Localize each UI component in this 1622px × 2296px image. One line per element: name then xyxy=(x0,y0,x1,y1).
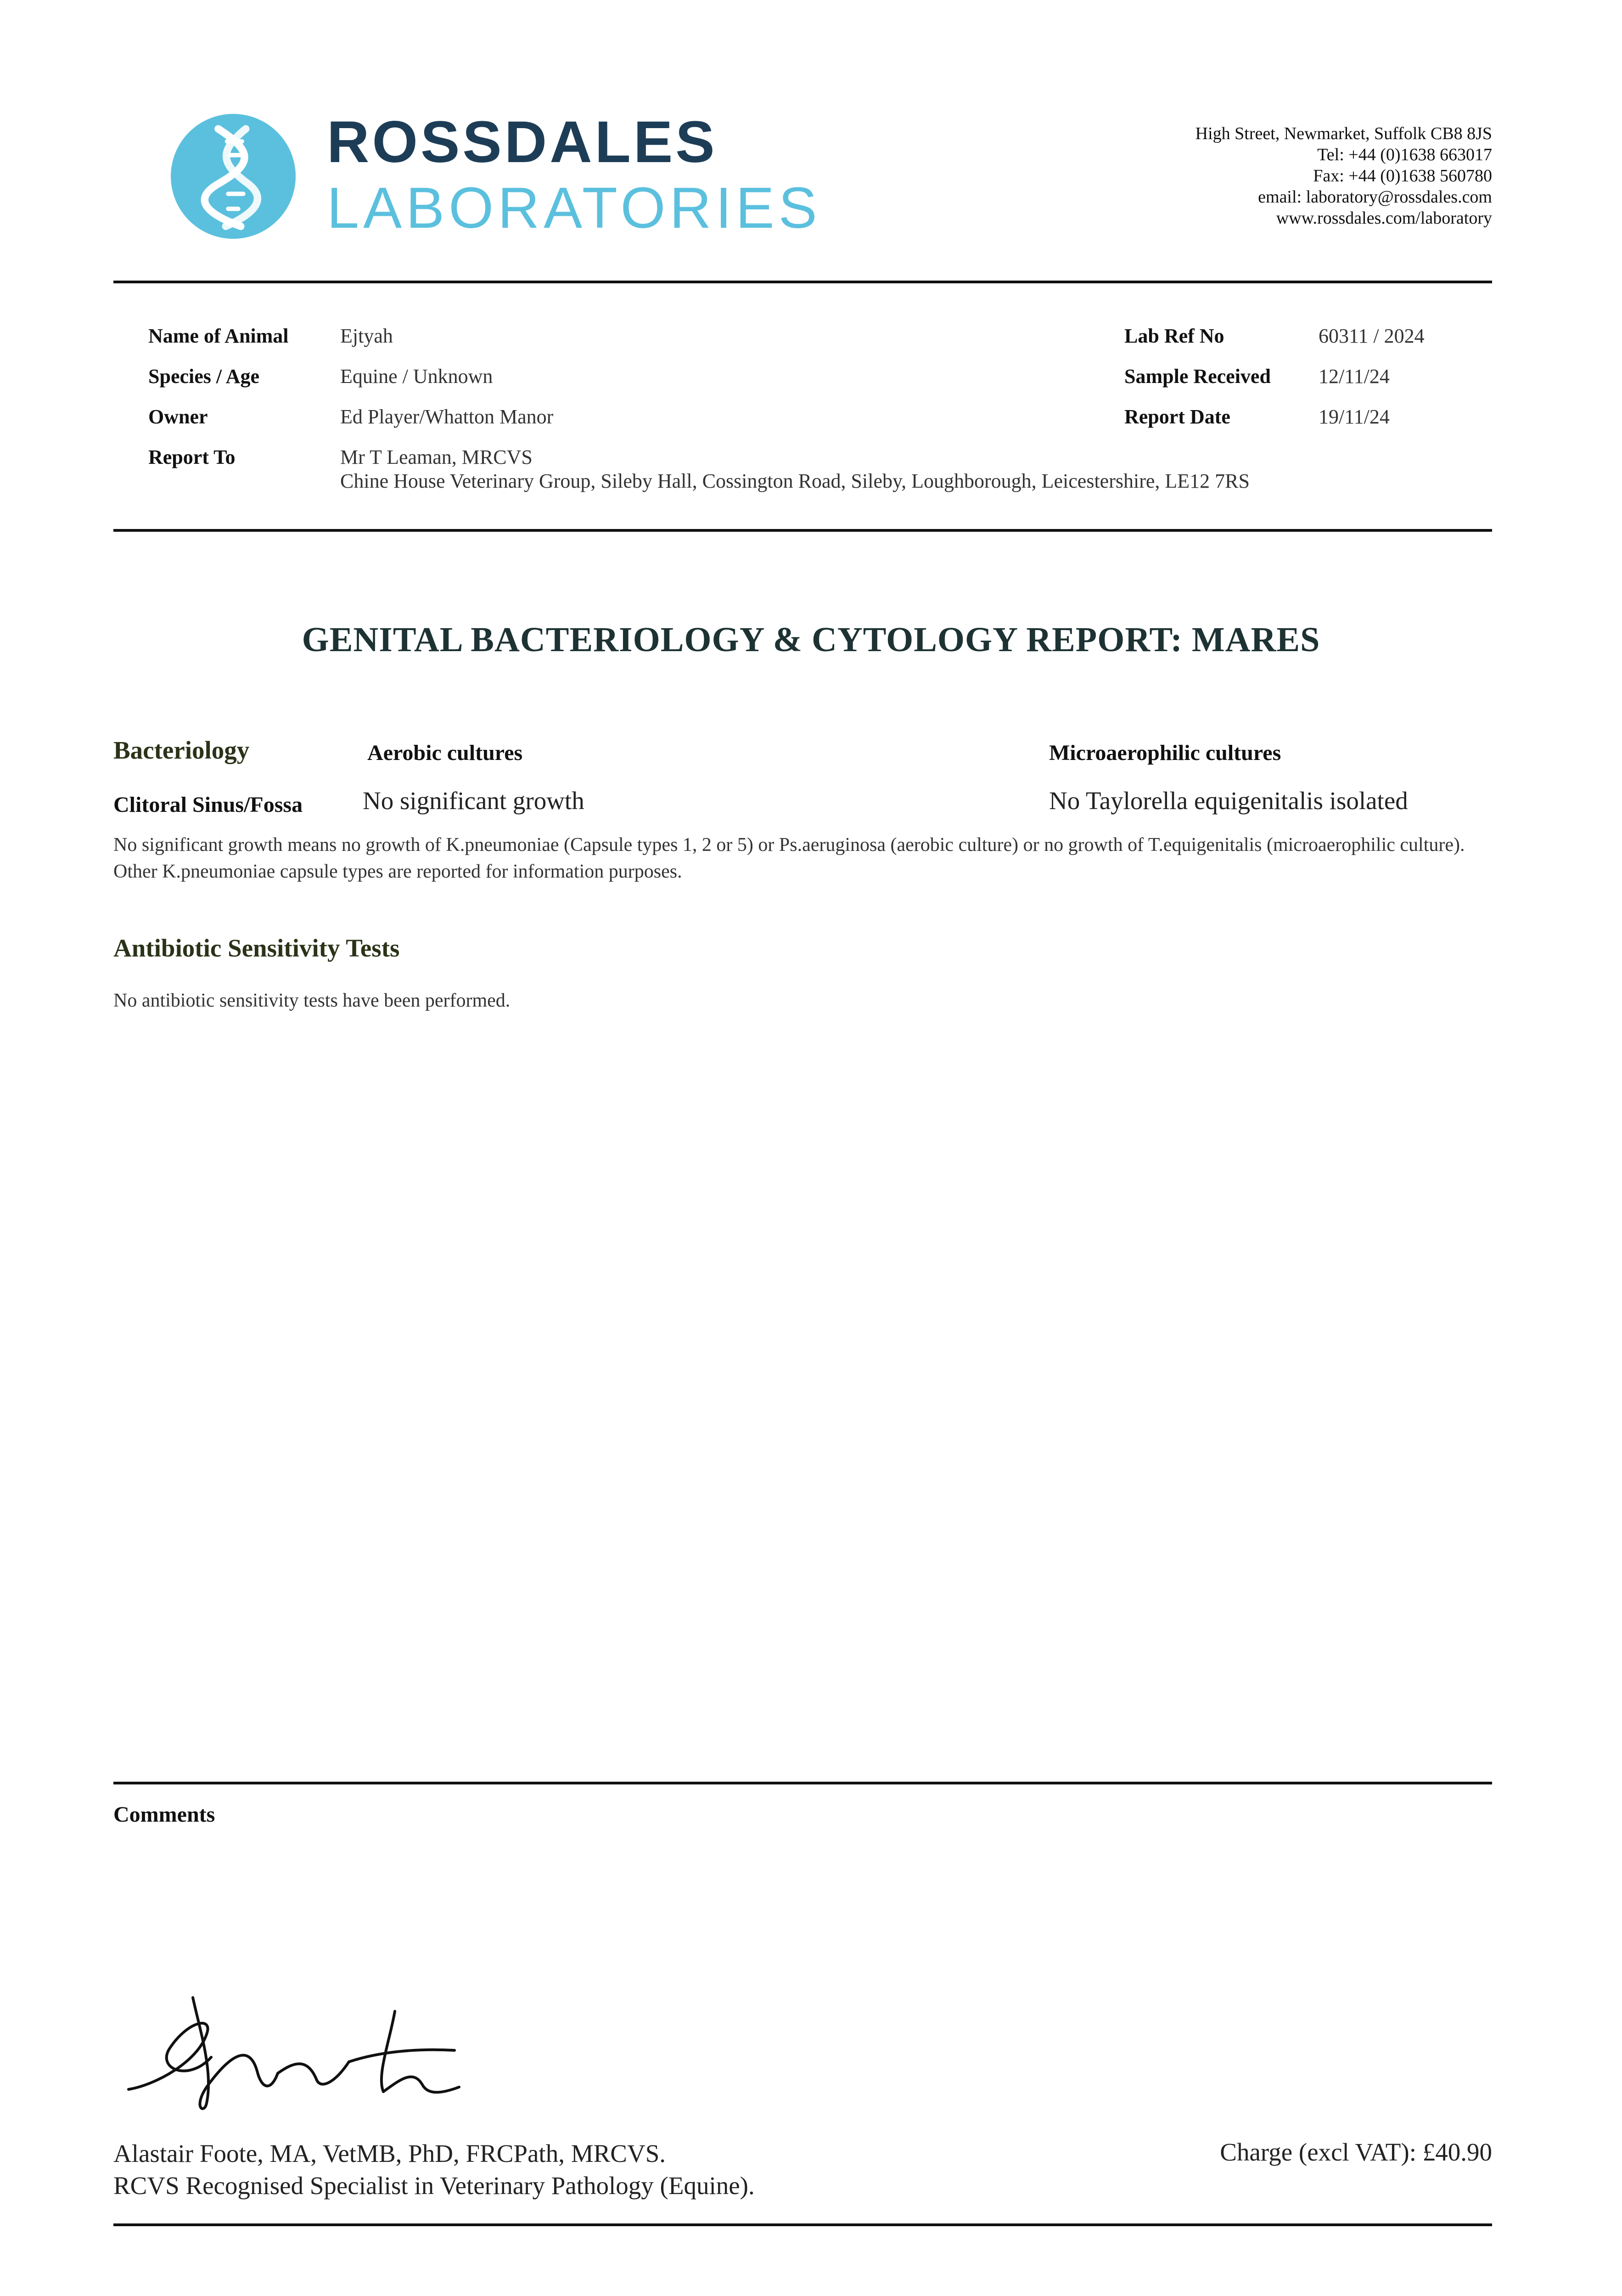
charge-amount: Charge (excl VAT): £40.90 xyxy=(1220,2138,1492,2166)
bacteriology-heading: Bacteriology xyxy=(113,736,250,764)
report-to-address: Chine House Veterinary Group, Sileby Hall, Cossington Road, Sileby, Loughborough, Leicestershire, LE12 7RS xyxy=(340,470,1250,492)
microaerophilic-result: No Taylorella equigenitalis isolated xyxy=(1049,787,1408,815)
lab-ref-value: 60311 / 2024 xyxy=(1319,325,1425,347)
contact-fax: Fax: +44 (0)1638 560780 xyxy=(1313,166,1492,186)
divider xyxy=(113,281,1492,283)
sample-received-label: Sample Received xyxy=(1124,365,1271,388)
report-date-label: Report Date xyxy=(1124,405,1230,428)
species-age-value: Equine / Unknown xyxy=(340,365,493,388)
signatory-name: Alastair Foote, MA, VetMB, PhD, FRCPath, MRCVS. xyxy=(113,2139,666,2167)
divider xyxy=(113,1782,1492,1784)
comments-heading: Comments xyxy=(113,1802,215,1827)
divider xyxy=(113,2223,1492,2226)
sample-site-label: Clitoral Sinus/Fossa xyxy=(113,793,303,817)
antibiotic-sensitivity-heading: Antibiotic Sensitivity Tests xyxy=(113,934,400,962)
signature-image xyxy=(119,1993,468,2122)
contact-tel: Tel: +44 (0)1638 663017 xyxy=(1317,145,1492,164)
species-age-label: Species / Age xyxy=(148,365,259,388)
report-to-vet: Mr T Leaman, MRCVS xyxy=(340,446,533,468)
report-date-value: 19/11/24 xyxy=(1319,405,1390,428)
contact-address: High Street, Newmarket, Suffolk CB8 8JS xyxy=(1195,124,1492,143)
owner-value: Ed Player/Whatton Manor xyxy=(340,405,554,428)
owner-label: Owner xyxy=(148,405,208,428)
lab-ref-label: Lab Ref No xyxy=(1124,325,1224,347)
divider xyxy=(113,529,1492,532)
brand-name-line2: LABORATORIES xyxy=(327,175,821,240)
contact-website[interactable]: www.rossdales.com/laboratory xyxy=(1276,208,1492,228)
microaerophilic-cultures-heading: Microaerophilic cultures xyxy=(1049,741,1281,765)
sample-received-value: 12/11/24 xyxy=(1319,365,1390,388)
growth-note: No significant growth means no growth of K.pneumoniae (Capsule types 1, 2 or 5) or Ps.aeruginosa (aerobic culture) or no growth of T.equigenitalis (microaerophilic culture). Other K.pneumoniae capsule types are reported for information purposes. xyxy=(113,834,1465,882)
dna-helix-icon xyxy=(171,114,296,239)
contact-block xyxy=(1195,123,1492,229)
contact-email[interactable]: email: laboratory@rossdales.com xyxy=(1258,187,1492,207)
name-of-animal-label: Name of Animal xyxy=(148,325,289,347)
brand-name-line1: ROSSDALES xyxy=(327,109,718,175)
antibiotic-sensitivity-text: No antibiotic sensitivity tests have been performed. xyxy=(113,990,511,1011)
name-of-animal-value: Ejtyah xyxy=(340,325,393,347)
report-title: GENITAL BACTERIOLOGY & CYTOLOGY REPORT: MARES xyxy=(302,620,1320,659)
aerobic-cultures-heading: Aerobic cultures xyxy=(367,741,523,765)
report-to-label: Report To xyxy=(148,446,236,468)
signatory-title: RCVS Recognised Specialist in Veterinary Pathology (Equine). xyxy=(113,2172,755,2200)
aerobic-result: No significant growth xyxy=(363,787,584,815)
